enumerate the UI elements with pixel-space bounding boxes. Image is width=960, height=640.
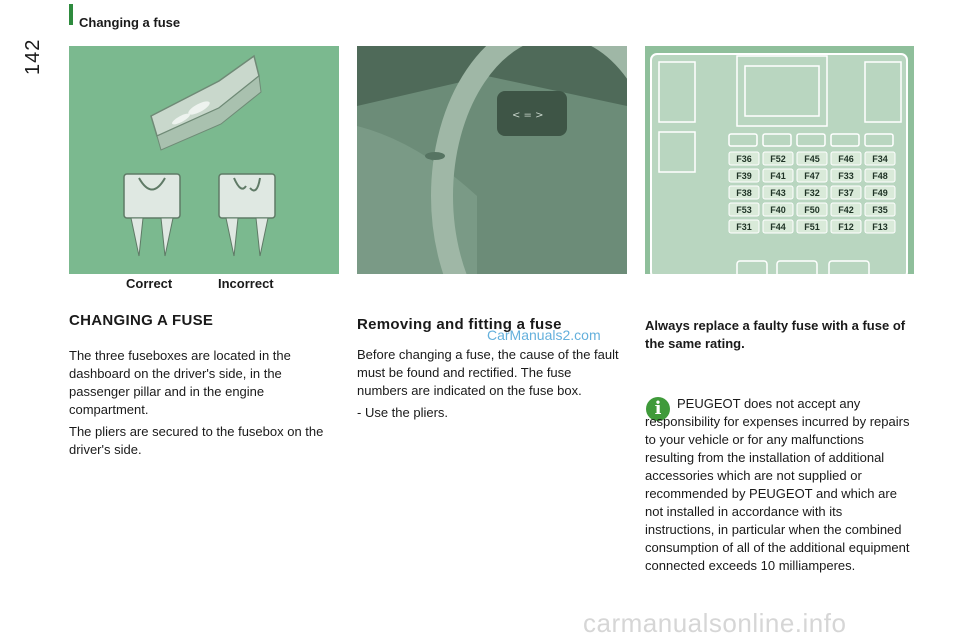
heading-removing-fitting: Removing and fitting a fuse — [357, 316, 562, 333]
fuse-slot-label: F46 — [838, 154, 854, 164]
peugeot-disclaimer: PEUGEOT does not accept any responsibility for expenses incurred by repairs to your vehicle or for any malfunctions resulting from the installation of additional accessories which are not supplied or recommended by PEUGEOT and which are not installed in accordance with its instructions, in particular when the combined consumption of all of the additional equipment connected exceeds 10 milliamperes. — [645, 396, 910, 573]
fuse-slot-label: F13 — [872, 222, 888, 232]
fuse-correct — [124, 174, 180, 256]
section-marker-bar — [69, 4, 73, 25]
info-icon: i — [646, 397, 670, 421]
fuse-slot-label: F48 — [872, 171, 888, 181]
fuse-slot-label: F47 — [804, 171, 820, 181]
fuse-slot-label: F32 — [804, 188, 820, 198]
fuse-slot-label: F41 — [770, 171, 786, 181]
fuse-slot-label: F35 — [872, 205, 888, 215]
pliers-and-fuses-drawing — [69, 46, 339, 274]
heading-changing-a-fuse: CHANGING A FUSE — [69, 312, 214, 329]
fuse-slot-label: F31 — [736, 222, 752, 232]
fuse-slot-label: F37 — [838, 188, 854, 198]
fuse-slot-label: F44 — [770, 222, 786, 232]
fuse-grid — [729, 152, 895, 233]
page-number: 142 — [22, 38, 44, 75]
fuse-slot-label: F38 — [736, 188, 752, 198]
before-changing-paragraph: Before changing a fuse, the cause of the fault must be found and rectified. The fuse numbers are indicated on the fuse box. — [357, 347, 619, 398]
pliers-shape — [151, 56, 261, 150]
dashboard-steering-wheel-photo — [357, 46, 627, 274]
fusebox-location-paragraph: The three fuseboxes are located in the dashboard on the driver's side, in the passenger pillar and in the engine compartment. — [69, 348, 291, 417]
pliers-location-paragraph: The pliers are secured to the fusebox on the driver's side. — [69, 424, 324, 457]
fuse-slot-label: F49 — [872, 188, 888, 198]
fuse-rating-warning: Always replace a faulty fuse with a fuse of the same rating. — [645, 318, 906, 351]
svg-text:< = >: < = > — [512, 110, 544, 121]
fuse-slot-label: F33 — [838, 171, 854, 181]
use-pliers-step: - Use the pliers. — [357, 405, 449, 420]
fuse-slot-label: F42 — [838, 205, 854, 215]
fuse-slot-label: F50 — [804, 205, 820, 215]
fuse-slot-label: F43 — [770, 188, 786, 198]
column2-text — [357, 346, 619, 426]
fuse-slot-label: F12 — [838, 222, 854, 232]
fuse-slot-label: F40 — [770, 205, 786, 215]
fuse-slot-label: F52 — [770, 154, 786, 164]
fuse-slot-label: F45 — [804, 154, 820, 164]
column1-text — [69, 347, 344, 463]
fusebox-drawing — [645, 46, 914, 274]
inline-watermark: CarManuals2.com — [487, 327, 601, 343]
fuse-slot-label: F51 — [804, 222, 820, 232]
fuse-correct-label: Correct — [126, 276, 173, 291]
fuse-slot-label: F39 — [736, 171, 752, 181]
footer-watermark: carmanualsonline.info — [583, 608, 847, 638]
fuse-slot-label: F36 — [736, 154, 752, 164]
fuse-pliers-illustration — [69, 46, 339, 274]
fuse-incorrect-label: Incorrect — [218, 276, 274, 291]
steering-wheel-drawing — [357, 46, 627, 274]
fuse-incorrect — [219, 174, 275, 256]
fuse-slot-label: F34 — [872, 154, 888, 164]
fuse-slot-label: F53 — [736, 205, 752, 215]
section-title: Changing a fuse — [79, 15, 181, 30]
fusebox-diagram — [645, 46, 914, 274]
